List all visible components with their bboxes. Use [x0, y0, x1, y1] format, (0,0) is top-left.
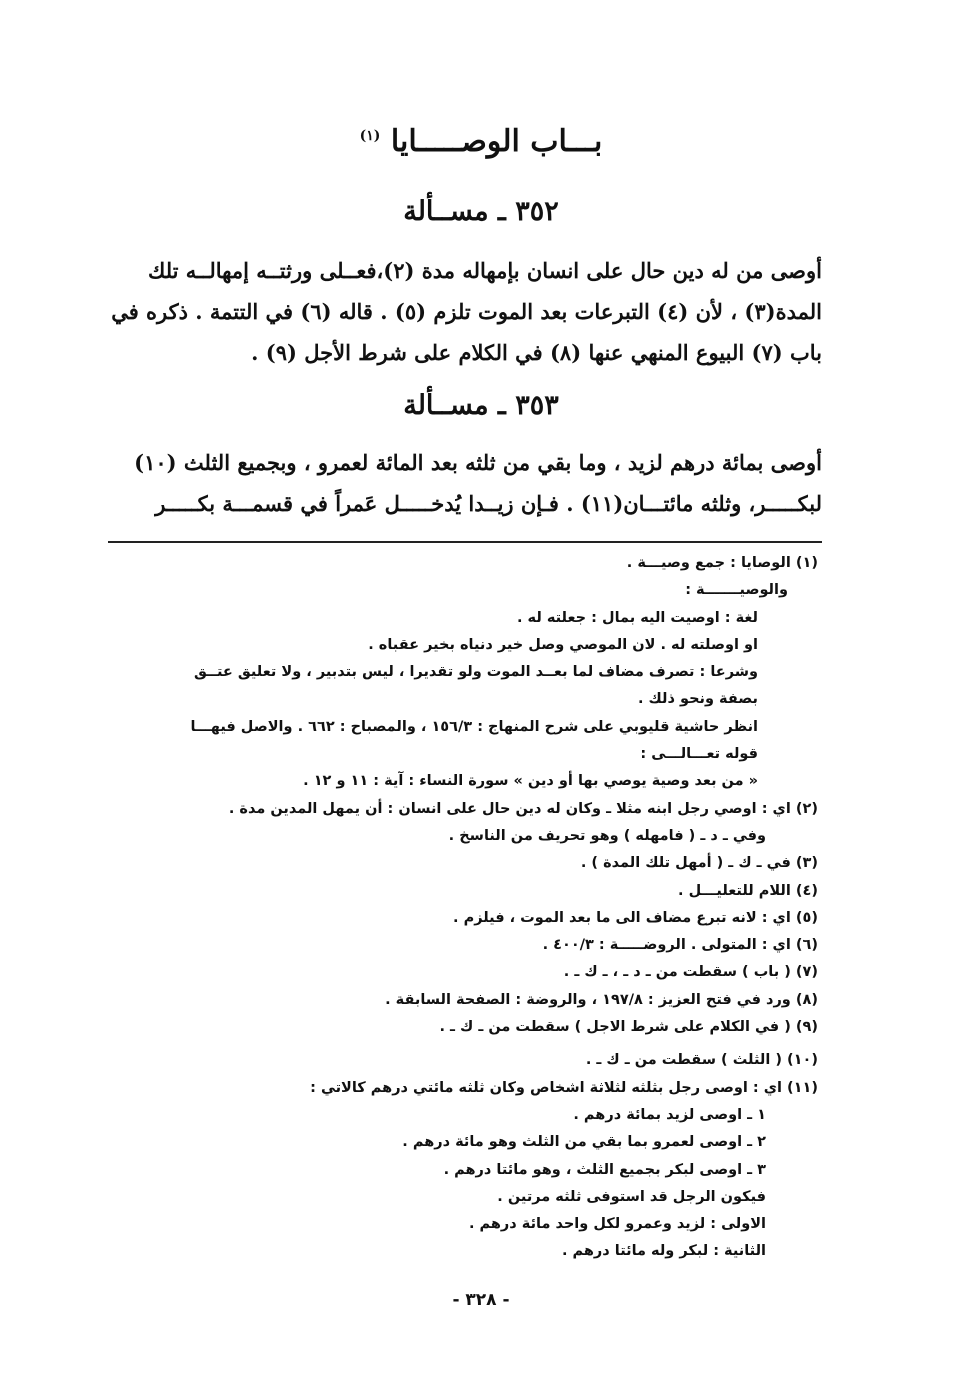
- footnote-line: (٣) في ـ ك ـ ( أمهل تلك المدة ) .: [580, 855, 818, 872]
- chapter-title-footnote-marker: (١): [359, 128, 381, 144]
- footnote-line: لغة : اوصيت اليه بمال : جعلته له .: [517, 609, 758, 626]
- footnote-divider: [108, 541, 822, 543]
- footnote-line: وفي ـ د ـ ( فامهله ) وهو تحريف من الناسخ .: [448, 827, 766, 844]
- footnote-line: انظر حاشية قليوبي على شرح المنهاج : ١٥٦/٣ ، والمصباح : ٦٦٢ . والاصل فيهـــا: [190, 718, 758, 735]
- footnote-line: فيكون الرجل قد استوفى ثلثه مرتين .: [497, 1188, 766, 1205]
- chapter-title: [0, 124, 962, 159]
- footnote-line: (٥) اي : لانه تبرع مضاف الى ما بعد الموت ، فيلزم .: [453, 909, 818, 926]
- footnote-line: بصفة ونحو ذلك .: [637, 691, 758, 708]
- footnote-line: ٣ ـ اوصى لبكر بجميع الثلث ، وهو مائتا درهم .: [443, 1161, 766, 1178]
- page-number: - ٣٢٨ -: [452, 1290, 510, 1310]
- footnote-line: الاولى : لزيد وعمرو لكل واحد مائة درهم .: [468, 1216, 766, 1233]
- footnote-line: او اوصلته له . لان الموصي وصل خير دنياه بخير عقباه .: [368, 636, 758, 653]
- issue-353-text: [106, 442, 822, 524]
- issue-353-heading: ٣٥٣ ـ مســألة: [403, 390, 559, 421]
- footnote-line: « من بعد وصية يوصي بها أو دين » سورة النساء : آية : ١١ و ١٢ .: [303, 773, 758, 790]
- footnote-line: (٩) ( في الكلام على شرط الاجل ) سقطت من ـ ك ـ .: [439, 1019, 818, 1036]
- footnote-line: والوصيـــــــة :: [685, 582, 788, 599]
- footnote-line: قوله تعـــالـــى :: [640, 746, 758, 763]
- body-line: المدة(٣) ، لأن (٤) التبرعات بعد الموت تلزم (٥) . قاله (٦) في التتمة . ذكره في: [111, 299, 822, 324]
- footnote-line: (٧) ( باب ) سقطت من ـ د ـ ، ـ ك ـ .: [563, 964, 818, 981]
- issue-352-text: [106, 250, 822, 373]
- footnotes-section: [108, 550, 818, 1266]
- footnote-line: وشرعا : تصرف مضاف لما بعــد الموت ولو تقديرا ، ليس بتدبير ، ولا تعليق عتــق: [193, 664, 758, 681]
- footnote-line: (٦) اي : المتولى . الروضـــــة : ٤٠٠/٣ .: [542, 937, 818, 954]
- footnote-line: الثانية : لبكر وله مائتا درهم .: [561, 1243, 766, 1260]
- footnote-line: (١٠) ( الثلث ) سقطت من ـ ك ـ .: [585, 1052, 818, 1069]
- body-line: أوصى بمائة درهم لزيد ، وما بقي من ثلثه بعد المائة لعمرو ، وبجميع الثلث (١٠): [134, 450, 822, 475]
- footnote-line: ٢ ـ اوصى لعمرو بما بقي من الثلث وهو مائة درهم .: [402, 1134, 766, 1151]
- issue-352-heading: ٣٥٢ ـ مســألة: [403, 196, 559, 227]
- footnote-line: (١١) اي : اوصى رجل بثلثه لثلاثة اشخاص وكان ثلثه مائتي درهم كالاتي :: [310, 1079, 818, 1096]
- body-line: باب (٧) البيوع المنهي عنها (٨) في الكلام على شرط الأجل (٩) .: [251, 340, 822, 365]
- body-line: لبكـــــر، وثلثه مائتـــان(١١) . فـإن زيــدا يُدخـــــل عَمراً في قسمـــة بكـــــر: [155, 491, 822, 516]
- footnote-line: ١ ـ اوصى لزيد بمائة درهم .: [573, 1106, 766, 1123]
- footnote-line: (٤) اللام للتعليـــل .: [678, 882, 818, 899]
- chapter-title-text: بـــاب الوصـــــايا: [390, 124, 603, 159]
- body-line: أوصى من له دين حال على انسان بإمهاله مدة (٢)،فعــلى ورثتــه إمهالــه تلك: [148, 258, 822, 283]
- footnote-line: (٨) ورد في فتح العزيز : ١٩٧/٨ ، والروضة : الصفحة السابقة .: [385, 991, 818, 1008]
- footnote-line: (٢) اي : اوصي رجل ابنه مثلا ـ وكان له دين حال على انسان : أن يمهل المدين مدة .: [228, 800, 818, 817]
- footnote-line: (١) الوصايا : جمع وصيـــة .: [626, 555, 818, 571]
